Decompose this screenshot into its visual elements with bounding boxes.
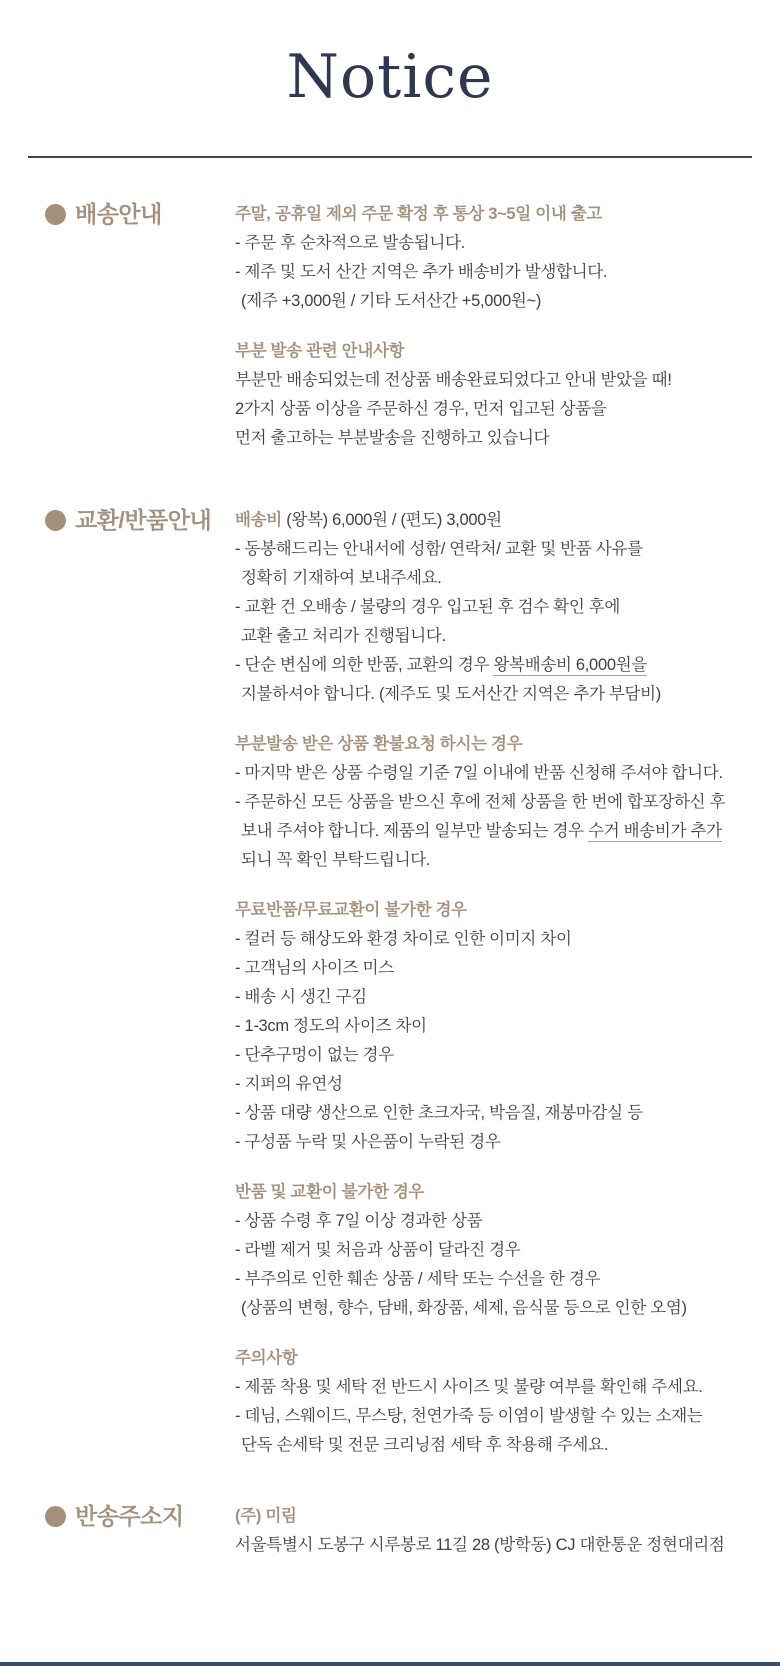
- section-address-body: [235, 1502, 756, 1560]
- text-line: [235, 817, 756, 846]
- address-line: 서울특별시 도봉구 시루봉로 11길 28 (방학동) CJ 대한통운 정현대리점: [235, 1536, 725, 1554]
- partial-refund-block: [235, 730, 756, 875]
- shipping-schedule-block: [235, 200, 756, 316]
- fee-value: (왕복) 6,000원 / (편도) 3,000원: [281, 511, 502, 529]
- section-exchange-return: [45, 506, 756, 1460]
- section-heading-label: 배송안내: [75, 201, 162, 227]
- partial-shipping-block: [235, 337, 756, 453]
- text-line: - 주문 후 순차적으로 발송됩니다.: [235, 234, 465, 252]
- text-line: 정확히 기재하여 보내주세요.: [241, 569, 442, 587]
- section-shipping-body: [235, 200, 756, 453]
- text-line: - 라벨 제거 및 처음과 상품이 달라진 경우: [235, 1241, 521, 1259]
- block-title: 반품 및 교환이 불가한 경우: [235, 1183, 425, 1201]
- section-bullet-icon: [45, 204, 66, 225]
- text-line: 2가지 상품 이상을 주문하신 경우, 먼저 입고된 상품을: [235, 400, 607, 418]
- section-heading-exchange: [45, 506, 235, 535]
- text-line: 되니 꼭 확인 부탁드립니다.: [241, 851, 431, 869]
- text-line: - 동봉해드리는 안내서에 성함/ 연락처/ 교환 및 반품 사유를: [235, 540, 643, 558]
- list-item: - 컬러 등 해상도와 환경 차이로 인한 이미지 차이: [235, 930, 572, 948]
- list-item: - 단추구멍이 없는 경우: [235, 1046, 394, 1064]
- block-title: 주의사항: [235, 1349, 298, 1367]
- section-exchange-body: [235, 506, 756, 1460]
- block-title: 무료반품/무료교환이 불가한 경우: [235, 901, 467, 919]
- list-item: - 상품 대량 생산으로 인한 초크자국, 박음질, 재봉마감실 등: [235, 1104, 643, 1122]
- text-segment: - 단순 변심에 의한 반품, 교환의 경우: [235, 656, 494, 674]
- fee-label: 배송비: [235, 511, 282, 529]
- section-heading-shipping: [45, 200, 235, 229]
- block-title: 주말, 공휴일 제외 주문 확정 후 통상 3~5일 이내 출고: [235, 205, 603, 223]
- text-line: 지불하셔야 합니다. (제주도 및 도서산간 지역은 추가 부담비): [241, 685, 661, 703]
- section-shipping: [45, 200, 756, 453]
- no-free-cases-block: [235, 896, 756, 1157]
- company-name: (주) 미림: [235, 1507, 297, 1525]
- list-item: - 구성품 누락 및 사은품이 누락된 경우: [235, 1133, 501, 1151]
- text-line: - 데님, 스웨이드, 무스탕, 천연가죽 등 이염이 발생할 수 있는 소재는: [235, 1407, 703, 1425]
- text-line: - 부주의로 인한 훼손 상품 / 세탁 또는 수선을 한 경우: [235, 1270, 601, 1288]
- list-item: - 1-3cm 정도의 사이즈 차이: [235, 1017, 427, 1035]
- caution-block: [235, 1344, 756, 1460]
- text-line: (제주 +3,000원 / 기타 도서산간 +5,000원~): [241, 292, 542, 310]
- section-bullet-icon: [45, 1506, 66, 1527]
- text-line: - 제주 및 도서 산간 지역은 추가 배송비가 발생합니다.: [235, 263, 608, 281]
- block-title: 부분 발송 관련 안내사항: [235, 342, 405, 360]
- section-return-address: [45, 1502, 756, 1560]
- text-line: 교환 출고 처리가 진행됩니다.: [241, 627, 446, 645]
- list-item: - 배송 시 생긴 구김: [235, 988, 367, 1006]
- block-title: 부분발송 받은 상품 환불요청 하시는 경우: [235, 735, 523, 753]
- no-return-cases-block: [235, 1178, 756, 1323]
- text-line: 단독 손세탁 및 전문 크리닝점 세탁 후 착용해 주세요.: [241, 1436, 608, 1454]
- section-heading-label: 반송주소지: [75, 1503, 184, 1529]
- text-line: - 마지막 받은 상품 수령일 기준 7일 이내에 반품 신청해 주셔야 합니다.: [235, 764, 723, 782]
- fee-block: [235, 506, 756, 709]
- section-bullet-icon: [45, 510, 66, 531]
- list-item: - 지퍼의 유연성: [235, 1075, 343, 1093]
- bottom-divider: [0, 1662, 780, 1666]
- text-line: 부분만 배송되었는데 전상품 배송완료되었다고 안내 받았을 때!: [235, 371, 672, 389]
- top-divider: [28, 156, 752, 158]
- text-line: 먼저 출고하는 부분발송을 진행하고 있습니다: [235, 429, 550, 447]
- section-heading-return-address: [45, 1502, 235, 1531]
- text-line: [235, 651, 756, 680]
- underlined-text: 수거 배송비가 추가: [588, 822, 722, 840]
- page-title: Notice: [286, 42, 494, 112]
- list-item: - 고객님의 사이즈 미스: [235, 959, 394, 977]
- text-line: - 상품 수령 후 7일 이상 경과한 상품: [235, 1212, 483, 1230]
- text-line: - 교환 건 오배송 / 불량의 경우 입고된 후 검수 확인 후에: [235, 598, 621, 616]
- return-address-block: [235, 1502, 756, 1560]
- text-line: (상품의 변형, 향수, 담배, 화장품, 세제, 음식물 등으로 인한 오염): [241, 1299, 687, 1317]
- text-line: - 주문하신 모든 상품을 받으신 후에 전체 상품을 한 번에 합포장하신 후: [235, 793, 726, 811]
- fee-line: [235, 506, 756, 535]
- text-line: - 제품 착용 및 세탁 전 반드시 사이즈 및 불량 여부를 확인해 주세요.: [235, 1378, 703, 1396]
- section-heading-label: 교환/반품안내: [75, 507, 212, 533]
- underlined-text: 왕복배송비 6,000원을: [493, 656, 647, 674]
- text-segment: 보내 주셔야 합니다. 제품의 일부만 발송되는 경우: [241, 822, 589, 840]
